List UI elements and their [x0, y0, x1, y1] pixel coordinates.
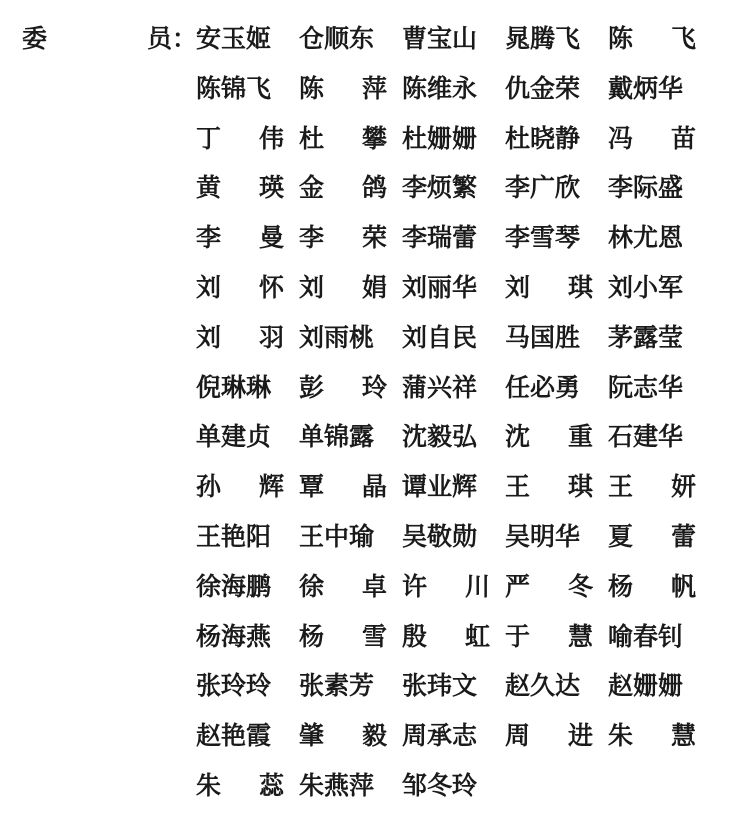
member-name: 肇 毅	[299, 721, 387, 751]
member-name: 徐 卓	[299, 571, 387, 601]
member-name: 殷 虹	[402, 621, 490, 651]
committee-label-left: 委	[22, 24, 48, 53]
member-name: 单锦露	[299, 422, 375, 452]
member-name: 单建贞	[196, 422, 272, 452]
member-name: 夏 蕾	[608, 521, 696, 551]
member-name: 张玮文	[402, 671, 478, 701]
member-name: 王 妍	[608, 472, 696, 502]
member-name: 刘 怀	[196, 272, 284, 302]
member-name: 王艳阳	[196, 521, 272, 551]
member-name: 王中瑜	[299, 521, 375, 551]
member-name: 倪琳琳	[196, 372, 272, 402]
member-name: 李 曼	[196, 223, 284, 253]
member-name: 晁腾飞	[505, 24, 581, 53]
member-name: 杜姗姗	[402, 123, 478, 153]
member-name: 杨海燕	[196, 621, 272, 651]
member-name: 刘小军	[608, 272, 684, 302]
committee-label-right: 员：	[147, 24, 198, 53]
member-name: 李雪琴	[505, 223, 581, 253]
member-name: 徐海鹏	[196, 571, 272, 601]
member-name: 王 琪	[505, 472, 593, 502]
member-name: 沈毅弘	[402, 422, 478, 452]
member-name: 仇金荣	[505, 73, 581, 103]
member-name: 刘丽华	[402, 272, 478, 302]
member-name: 周承志	[402, 721, 478, 751]
member-name: 刘雨桃	[299, 322, 375, 352]
member-name: 覃 晶	[299, 472, 387, 502]
member-name: 丁 伟	[196, 123, 284, 153]
member-name: 杜 攀	[299, 123, 387, 153]
member-name: 戴炳华	[608, 73, 684, 103]
member-name: 赵久达	[505, 671, 581, 701]
member-name: 李瑞蕾	[402, 223, 478, 253]
member-name: 喻春钊	[608, 621, 684, 651]
member-name: 冯 苗	[608, 123, 696, 153]
member-name: 任必勇	[505, 372, 581, 402]
member-name: 刘自民	[402, 322, 478, 352]
member-name: 曹宝山	[402, 24, 478, 53]
member-name: 孙 辉	[196, 472, 284, 502]
member-name: 赵艳霞	[196, 721, 272, 751]
member-name: 李广欣	[505, 173, 581, 203]
member-name: 马国胜	[505, 322, 581, 352]
member-name-grid	[196, 22, 696, 819]
member-name: 阮志华	[608, 372, 684, 402]
member-name: 林尤恩	[608, 223, 684, 253]
member-name: 谭业辉	[402, 472, 478, 502]
member-name: 朱 蕊	[196, 770, 284, 800]
member-name: 吴明华	[505, 521, 581, 551]
member-name: 安玉姬	[196, 24, 272, 53]
member-name: 于 慧	[505, 621, 593, 651]
member-name: 朱 慧	[608, 721, 696, 751]
member-name: 陈 飞	[608, 24, 696, 53]
member-name: 刘 娟	[299, 272, 387, 302]
member-name: 杨 雪	[299, 621, 387, 651]
member-name: 张玲玲	[196, 671, 272, 701]
member-name: 赵姗姗	[608, 671, 684, 701]
member-name: 陈维永	[402, 73, 478, 103]
member-name: 石建华	[608, 422, 684, 452]
member-name: 沈 重	[505, 422, 593, 452]
member-name: 吴敬勋	[402, 521, 478, 551]
member-name: 李烦繁	[402, 173, 478, 203]
member-name: 茅露莹	[608, 322, 684, 352]
member-name: 仓顺东	[299, 24, 375, 53]
member-name: 严 冬	[505, 571, 593, 601]
member-name: 黄 瑛	[196, 173, 284, 203]
member-name: 陈锦飞	[196, 73, 272, 103]
member-name: 朱燕萍	[299, 770, 375, 800]
member-name: 蒲兴祥	[402, 372, 478, 402]
member-name: 陈 萍	[299, 73, 387, 103]
member-name: 李际盛	[608, 173, 684, 203]
member-name: 周 进	[505, 721, 593, 751]
member-name: 许 川	[402, 571, 490, 601]
member-name: 刘 羽	[196, 322, 284, 352]
member-name: 杨 帆	[608, 571, 696, 601]
member-name: 张素芳	[299, 671, 375, 701]
member-name: 金 鸽	[299, 173, 387, 203]
member-name: 杜晓静	[505, 123, 581, 153]
member-name: 李 荣	[299, 223, 387, 253]
member-name: 刘 琪	[505, 272, 593, 302]
member-name: 邹冬玲	[402, 770, 478, 800]
member-name: 彭 玲	[299, 372, 387, 402]
